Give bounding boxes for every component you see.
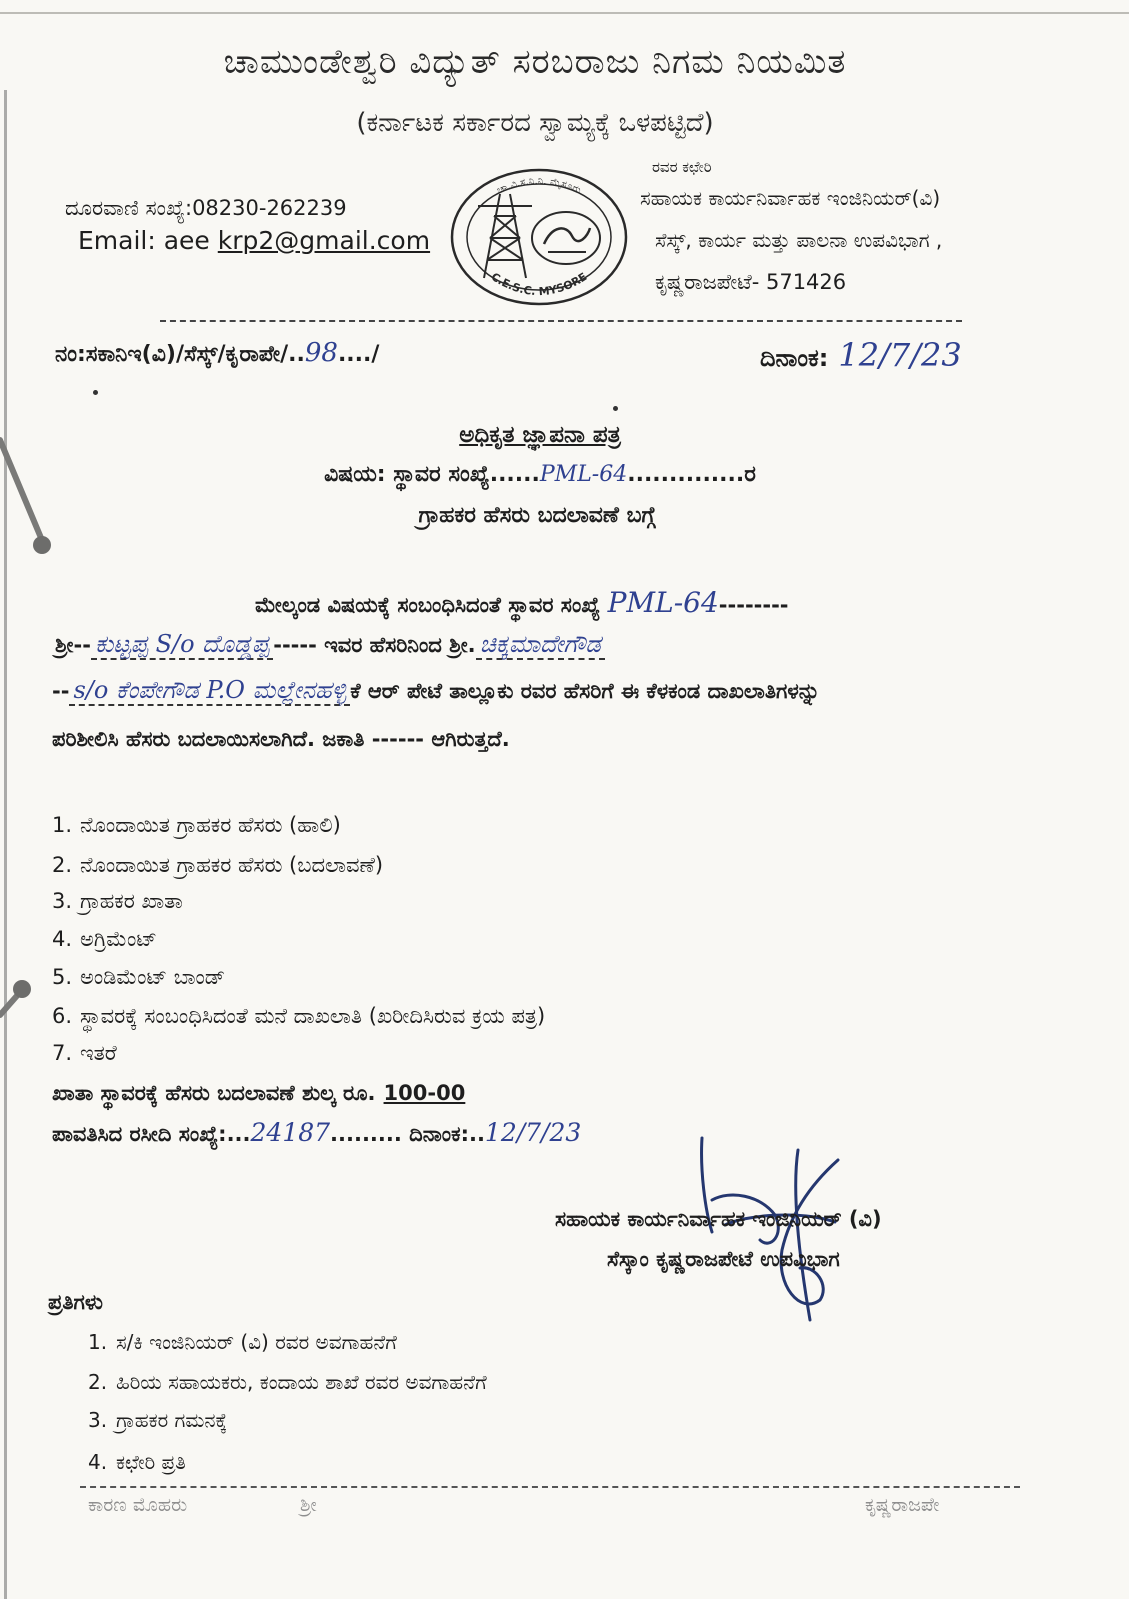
copy-item-number: 2. [88,1370,108,1394]
list-item [52,1004,545,1029]
reference-number-handwritten: 98 [304,338,338,368]
body-line2-mid: ----- ಇವರ ಹೆಸರಿನಿಂದ ಶ್ರೀ. [273,633,476,657]
body-line1-text: ಮೇಲ್ಕಂಡ ವಿಷಯಕ್ಕೆ ಸಂಬಂಧಿಸಿದಂತೆ ಸ್ಥಾವರ ಸಂಖ್ಯೆ [255,593,608,617]
list-item-text: ಗ್ರಾಹಕರ ಖಾತಾ [80,889,183,913]
email-address: krp2@gmail.com [217,226,431,255]
memo-subject-line2 [0,503,1074,528]
body-line-2 [55,630,605,658]
subject-suffix: ..............ರ [627,462,756,487]
org-name [0,42,1070,82]
email-line [78,226,430,255]
body-line1-tail: -------- [718,593,789,617]
ink-speck [93,390,98,395]
office-caption [652,158,712,176]
letterhead-divider [160,320,962,322]
copies-heading-text: ಪ್ರತಿಗಳು [48,1290,103,1314]
fee-label: ಖಾತಾ ಸ್ಥಾವರಕ್ಕೆ ಹೆಸರು ಬದಲಾವಣೆ ಶುಲ್ಕ ರೂ. [52,1081,376,1105]
list-item [52,813,341,838]
office-caption-text: ರವರ ಕಛೇರಿ [652,158,712,176]
copy-item-text: ಸ/ಕಿ ಇಂಜಿನಿಯರ್ (ವಿ) ರವರ ಅವಗಾಹನೆಗೆ [116,1330,397,1354]
signatory-designation-text: ಸಹಾಯಕ ಕಾರ್ಯನಿರ್ವಾಹಕ ಇಂಜಿನಿಯರ್ (ವಿ) [555,1207,882,1231]
new-consumer-details: s/o ಕೆಂಪೇಗೌಡ P.O ಮಲ್ಲೇನಹಳ್ಳಿ [69,676,350,706]
copy-item [88,1330,397,1354]
body-line3-tail: ಕೆ ಆರ್ ಪೇಟೆ ತಾಲ್ಲೂಕು ರವರ ಹೆಸರಿಗೆ ಈ ಕೆಳಕಂಡ ದಾಖಲಾತಿಗಳನ್ನು [350,679,820,703]
list-item-number: 5. [52,965,73,989]
phone-line [65,196,347,221]
subject-installation-no: PML-64 [539,462,628,487]
logo-top-text: ಚಾ.ವಿ.ಸ.ನಿ.ನಿ. ಮೈಸೂರು [495,175,583,197]
list-item-number: 1. [52,813,73,837]
copies-heading [48,1290,103,1315]
office-address-text: ಕೃಷ್ಣರಾಜಪೇಟೆ- 571426 [655,270,847,294]
fee-amount: 100-00 [383,1081,466,1105]
reference-prefix: ನಂ:ಸಕಾನಿಇ(ವಿ)/ಸೆಸ್ಕ್/ಕೃರಾಪೇ/.. [55,342,305,367]
list-item [52,965,225,990]
receipt-number-handwritten: 24187 [250,1118,331,1147]
list-item-number: 4. [52,927,73,951]
list-item [52,927,157,952]
email-prefix: Email: aee [78,226,218,255]
logo-bottom-text: C.E.S.C. MYSORE [488,270,590,299]
body-line-1 [255,586,789,619]
office-designation [640,186,940,210]
copy-item [88,1450,186,1474]
pylon-icon [478,194,532,278]
footer-fragment [300,1494,317,1516]
footer-fragment-text: ಕೃಷ್ಣರಾಜಪೇ [865,1494,940,1516]
copy-item-number: 3. [88,1408,108,1432]
list-item-number: 7. [52,1041,73,1065]
memo-title-text: ಅಧಿಕೃತ ಜ್ಞಾಪನಾ ಪತ್ರ [459,422,621,448]
scan-top-edge [0,12,1129,14]
date-line [760,336,962,374]
list-item-text: ಅಗ್ರಿಮೆಂಟ್ [80,927,157,951]
fee-line [52,1081,465,1106]
office-designation-text: ಸಹಾಯಕ ಕಾರ್ಯನಿರ್ವಾಹಕ ಇಂಜಿನಿಯರ್(ವಿ) [640,186,941,210]
org-subtitle-text: (ಕರ್ನಾಟಕ ಸರ್ಕಾರದ ಸ್ವಾಮ್ಯಕ್ಕೆ ಒಳಪಟ್ಟಿದೆ) [356,108,714,138]
memo-title [0,422,1080,448]
footer-fragment-text: ಕಾರಣ ಮೊಹರು [88,1494,188,1516]
copy-item [88,1408,227,1432]
footer-fragment [865,1494,939,1516]
list-item-text: ಅಂಡಿಮೆಂಟ್ ಬಾಂಡ್ [80,965,225,989]
receipt-date-handwritten: 12/7/23 [484,1118,582,1147]
signatory-designation [555,1207,882,1232]
body-line2-lead: ಶ್ರೀ-- [55,633,91,657]
copy-item-text: ಹಿರಿಯ ಸಹಾಯಕರು, ಕಂದಾಯ ಶಾಖೆ ರವರ ಅವಗಾಹನೆಗೆ [116,1370,487,1394]
cesc-logo [448,166,630,308]
list-item-text: ಸ್ಥಾವರಕ್ಕೆ ಸಂಬಂಧಿಸಿದಂತೆ ಮನೆ ದಾಖಲಾತಿ (ಖರೀದಿಸಿರುವ ಕ್ರಯ ಪತ್ರ) [80,1004,546,1028]
copy-item-number: 4. [88,1450,108,1474]
body-installation-no: PML-64 [607,586,719,619]
ink-speck [613,406,618,411]
copy-item-number: 1. [88,1330,108,1354]
copy-item-text: ಗ್ರಾಹಕರ ಗಮನಕ್ಕೆ [116,1408,228,1432]
list-item [52,853,383,878]
list-item [52,889,183,914]
copy-item-text: ಕಛೇರಿ ಪ್ರತಿ [116,1450,186,1474]
list-item-number: 3. [52,889,73,913]
body-line4-text: ಪರಿಶೀಲಿಸಿ ಹೆಸರು ಬದಲಾಯಿಸಲಾಗಿದೆ. ಜಕಾತಿ ------ ಆಗಿರುತ್ತದೆ. [52,727,510,751]
date-handwritten: 12/7/23 [838,336,962,374]
org-name-text: ಚಾಮುಂಡೇಶ್ವರಿ ವಿದ್ಯುತ್ ಸರಬರಾಜು ನಿಗಮ ನಿಯಮಿತ [223,42,847,82]
reference-suffix: ..../ [337,342,380,367]
list-item-text: ಇತರೆ [80,1041,117,1065]
subject-line2-text: ಗ್ರಾಹಕರ ಹೆಸರು ಬದಲಾವಣೆ ಬಗ್ಗೆ [418,503,656,528]
receipt-label: ಪಾವತಿಸಿದ ರಸೀದಿ ಸಂಖ್ಯೆ:... [52,1122,251,1146]
list-item-number: 2. [52,853,73,877]
receipt-line [52,1118,581,1147]
footer-fragment-text: ಶ್ರೀ [300,1494,317,1516]
signatory-office [607,1247,840,1272]
date-label: ದಿನಾಂಕ: [760,344,829,372]
copy-item [88,1370,487,1394]
footer-divider [80,1486,1020,1488]
office-division [655,228,942,252]
phone-number: ದೂರವಾಣಿ ಸಂಖ್ಯೆ:08230-262239 [65,196,347,220]
scan-left-edge [4,90,7,1599]
office-division-text: ಸೆಸ್ಕ್, ಕಾರ್ಯ ಮತ್ತು ಪಾಲನಾ ಉಪವಿಭಾಗ , [655,228,943,252]
svg-text:C.E.S.C. MYSORE [489,270,590,298]
body-line3-lead: -- [52,679,70,703]
org-subtitle [0,108,1070,139]
emblem-icon [532,212,600,264]
office-address [655,270,846,295]
list-item-text: ನೊಂದಾಯಿತ ಗ್ರಾಹಕರ ಹೆಸರು (ಹಾಲಿ) [80,813,341,837]
receipt-mid: ......... ದಿನಾಂಕ:.. [330,1122,485,1146]
body-line-3 [52,676,820,704]
list-item-text: ನೊಂದಾಯಿತ ಗ್ರಾಹಕರ ಹೆಸರು (ಬದಲಾವಣೆ) [80,853,384,877]
body-line-4 [52,727,510,752]
list-item-number: 6. [52,1004,73,1028]
svg-text:ಚಾ.ವಿ.ಸ.ನಿ.ನಿ. ಮೈಸೂರು [495,176,582,197]
old-consumer-name: ಕುಟ್ಟಪ್ಪ S/o ದೊಡ್ಡಪ್ಪ [91,630,273,660]
new-consumer-name: ಚಿಕ್ಕಮಾದೇಗೌಡ [476,630,605,660]
footer-fragment [88,1494,187,1516]
signatory-office-text: ಸೆಸ್ಕಾಂ ಕೃಷ್ಣರಾಜಪೇಟೆ ಉಪವಿಭಾಗ [607,1247,840,1271]
memo-subject [0,462,1080,487]
list-item [52,1041,117,1066]
reference-number-line [55,338,379,368]
subject-label: ವಿಷಯ: ಸ್ಥಾವರ ಸಂಖ್ಯೆ...... [324,462,540,487]
